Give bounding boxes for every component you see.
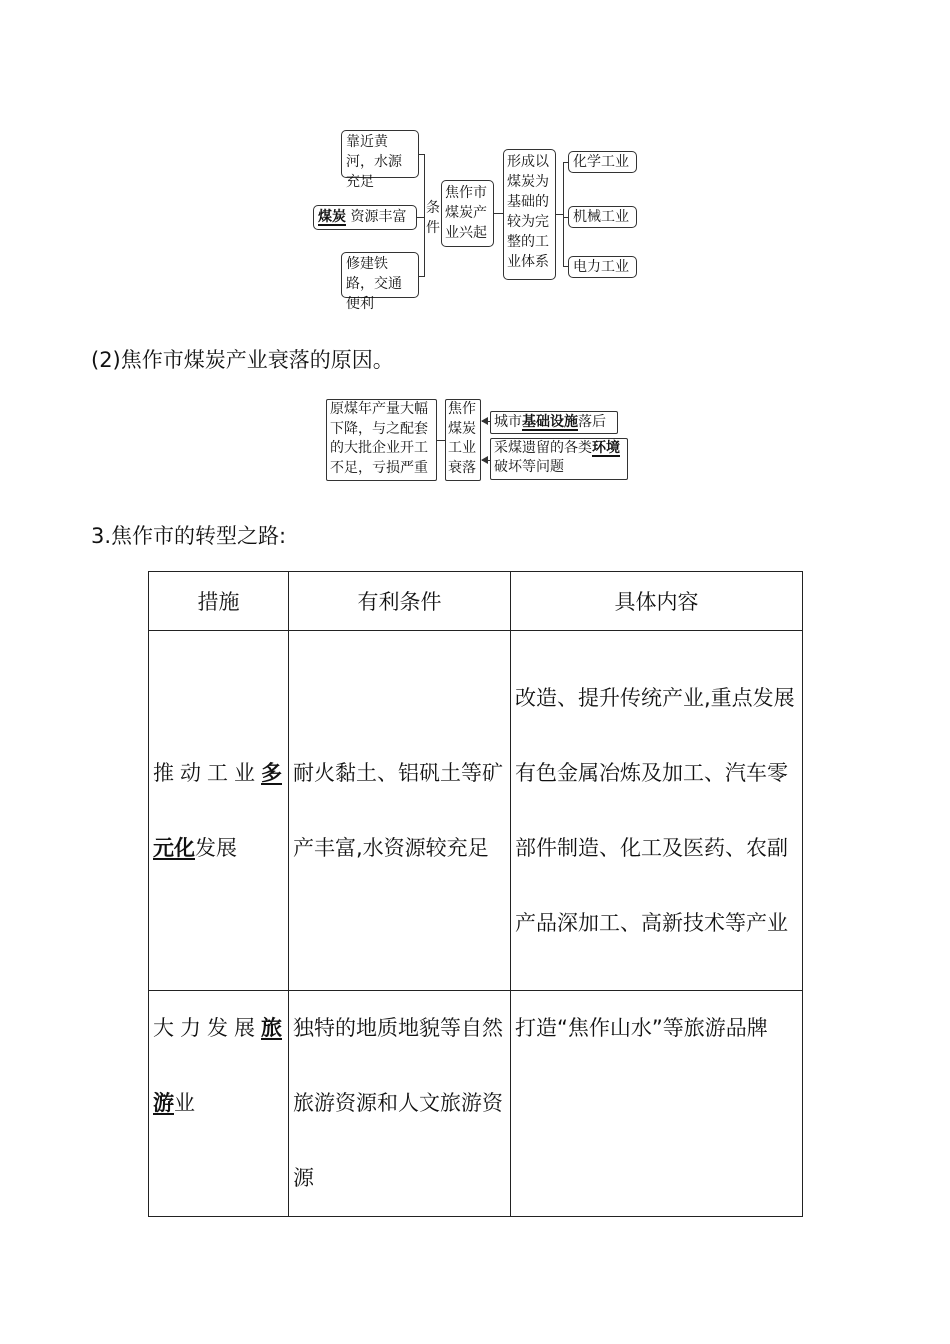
condition-cell (289, 631, 511, 991)
content-text: 改造、提升传统产业,重点发展有色金属冶炼及加工、汽车零部件制造、化工及医药、农副产品深加工、高新技术等产业 (515, 685, 795, 935)
industry-machine-box (568, 206, 637, 228)
industry-chemical-text: 化学工业 (573, 154, 629, 170)
condition-coal-rest: 资源丰富 (350, 209, 407, 225)
center-rise-text: 焦作市煤炭产业兴起 (445, 185, 487, 241)
cause-infrastructure-pre: 城市 (494, 414, 522, 430)
measure-cell (149, 991, 289, 1217)
transformation-table (148, 571, 803, 1217)
connector (563, 162, 564, 267)
content-cell (511, 991, 803, 1217)
decline-center-text: 焦作煤炭工业衰落 (448, 401, 476, 476)
table-row (149, 991, 803, 1217)
cause-infrastructure-post: 落后 (578, 414, 606, 430)
measure-bold-2: 游 (153, 1091, 174, 1115)
result-box (503, 149, 556, 280)
result-text: 形成以煤炭为基础的较为完整的工业体系 (507, 154, 549, 270)
measure-pre: 推动工业 (153, 760, 261, 785)
header-measure: 措施 (149, 572, 289, 631)
content-text: 打造“焦作山水”等旅游品牌 (515, 1016, 768, 1040)
table-row (149, 631, 803, 991)
industry-power-text: 电力工业 (573, 259, 629, 275)
header-content: 具体内容 (511, 572, 803, 631)
cause-infrastructure-bold: 基础设施 (522, 414, 578, 430)
cause-environment-box (490, 438, 628, 480)
condition-label (426, 198, 442, 238)
condition-label-char-1: 条 (426, 200, 440, 216)
section-heading-decline: (2)焦作市煤炭产业衰落的原因。 (91, 348, 394, 372)
condition-coal-box (313, 205, 417, 230)
condition-water-text: 靠近黄河，水源充足 (346, 134, 402, 190)
measure-pre: 大力发展 (153, 1016, 261, 1040)
condition-water-box (341, 130, 419, 190)
measure-cell (149, 631, 289, 991)
cause-infrastructure-box (490, 411, 618, 434)
decline-center-box (445, 399, 481, 481)
table-header-row (149, 572, 803, 631)
cause-left-text: 原煤年产量大幅下降，与之配套的大批企业开工不足，亏损严重 (330, 401, 428, 476)
connector (437, 440, 445, 441)
cause-environment-post: 破坏等问题 (494, 459, 564, 475)
measure-bold-1: 多 (261, 760, 282, 785)
measure-bold-1: 旅 (261, 1016, 282, 1040)
condition-text: 独特的地质地貌等自然旅游资源和人文旅游资源 (293, 1016, 503, 1190)
content-cell (511, 631, 803, 991)
connector (424, 154, 425, 277)
cause-environment-bold: 环境 (592, 440, 620, 456)
industry-power-box (568, 256, 637, 278)
arrow-left-icon (481, 456, 488, 464)
condition-label-char-2: 件 (426, 220, 440, 236)
arrow-left-icon (481, 417, 488, 425)
center-rise-box (441, 180, 494, 247)
industry-machine-text: 机械工业 (573, 209, 629, 225)
section-heading-transformation: 3.焦作市的转型之路: (91, 524, 287, 548)
measure-post: 发展 (195, 835, 237, 860)
cause-left-box (326, 399, 437, 481)
connector (494, 213, 503, 214)
industry-chemical-box (568, 151, 637, 173)
header-condition: 有利条件 (289, 572, 511, 631)
condition-cell (289, 991, 511, 1217)
cause-environment-pre: 采煤遗留的各类 (494, 440, 592, 456)
condition-rail-box (341, 252, 419, 312)
condition-text: 耐火黏土、铝矾土等矿产丰富,水资源较充足 (293, 760, 503, 860)
measure-bold-2: 元化 (153, 835, 195, 860)
condition-rail-text: 修建铁路，交通便利 (346, 256, 402, 312)
measure-post: 业 (174, 1091, 195, 1115)
condition-coal-bold: 煤炭 (318, 209, 346, 225)
